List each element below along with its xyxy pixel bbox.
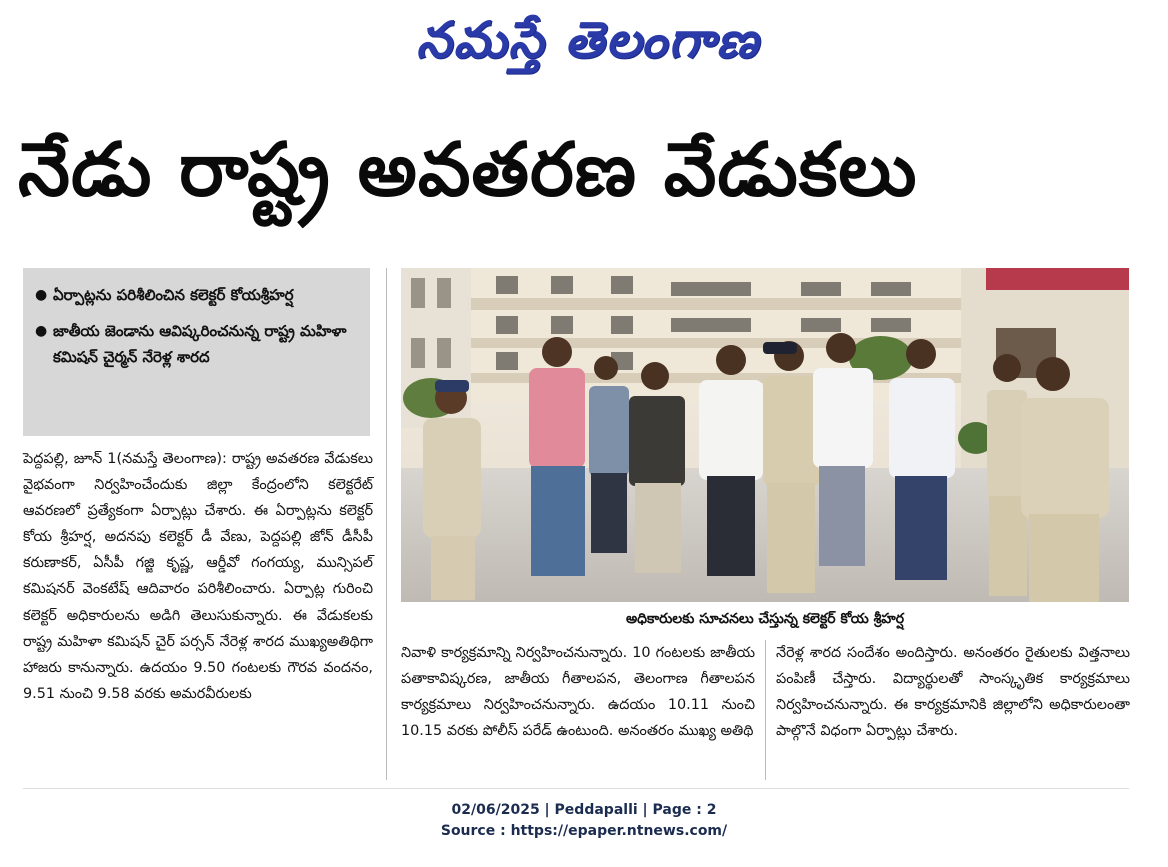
article-column-1: పెద్దపల్లి, జూన్ 1(నమస్తే తెలంగాణ): రాష్ట్ర అవతరణ వేడుకలు వైభవంగా నిర్వహించేందుకు జిల్లా కేంద్రంలోని కలెక్టరేట్ ఆవరణలో ప్రత్యేకంగా ఏర్పాట్లు చేశారు. ఈ ఏర్పాట్లను కలెక్టర్ కోయ శ్రీహర్ష, అదనపు కలెక్టర్ డీ వేణు, పెద్దపల్లి జోన్ డీసీపీ కరుణాకర్, ఏసీపీ గజ్జి కృష్ణ, ఆర్డీవో గంగయ్య, మున్సిపల్ కమిషనర్ వెంకటేష్ ఆదివారం పరిశీలించారు. ఏర్పాట్ల గురించి కలెక్టర్ అధికారులను అడిగి తెలుసుకున్నారు. ఈ వేడుకలకు రాష్ట్ర మహిళా కమిషన్ చైర్ పర్సన్ నేరెళ్ల శారద ముఖ్యఅతిథిగా హాజరు కానున్నారు. ఉదయం 9.50 గంటలకు గౌరవ వందనం, 9.51 నుంచి 9.58 వరకు అమరవీరులకు <box>23 451 373 702</box>
footer-edition-info: 02/06/2025 | Peddapalli | Page : 2 <box>451 802 717 818</box>
column-divider <box>386 268 387 780</box>
news-photo <box>401 268 1129 602</box>
column-divider <box>765 640 766 780</box>
highlight-text: ఏర్పాట్లను పరిశీలించిన కలెక్టర్ కోయశ్రీహర్ష <box>53 286 294 304</box>
page-footer <box>0 800 1168 842</box>
highlight-item <box>35 282 360 308</box>
photo-caption: అధికారులకు సూచనలు చేస్తున్న కలెక్టర్ కోయ శ్రీహర్ష <box>625 611 905 627</box>
article-column-3: నేరెళ్ల శారద సందేశం అందిస్తారు. అనంతరం రైతులకు విత్తనాలు పంపిణీ చేస్తారు. విద్యార్థులతో సాంస్కృతిక కార్యక్రమాలు నిర్వహించనున్నారు. ఈ కార్యక్రమానికి జిల్లాలోని అధికారులంతా పాల్గొనే విధంగా ఏర్పాట్లు చేశారు. <box>776 645 1130 740</box>
highlights-box <box>23 268 370 436</box>
bullet-icon: ● <box>35 287 48 303</box>
newspaper-masthead <box>0 0 1168 80</box>
page-headline: నేడు రాష్ట్ర అవతరణ వేడుకలు <box>18 127 918 213</box>
masthead-title: నమస్తే తెలంగాణ <box>416 11 760 69</box>
article-column-2: నివాళి కార్యక్రమాన్ని నిర్వహించనున్నారు. 10 గంటలకు జాతీయ పతాకావిష్కరణ, జాతీయ గీతాలపన, తెలంగాణ గీతాలపన కార్యక్రమాలు నిర్వహించనున్నారు. ఉదయం 10.11 నుంచి 10.15 వరకు పోలీస్ పరేడ్ ఉంటుంది. అనంతరం ముఖ్య అతిథి <box>401 645 755 740</box>
highlight-text: జాతీయ జెండాను ఆవిష్కరించనున్న రాష్ట్ర మహిళా కమిషన్ చైర్మన్ నేరెళ్ల శారద <box>53 322 347 366</box>
highlight-item <box>35 318 360 370</box>
bullet-icon: ● <box>35 323 48 339</box>
officials-inspection-photo <box>401 268 1129 602</box>
footer-divider <box>23 788 1129 789</box>
footer-source-link[interactable]: Source : https://epaper.ntnews.com/ <box>440 823 728 839</box>
